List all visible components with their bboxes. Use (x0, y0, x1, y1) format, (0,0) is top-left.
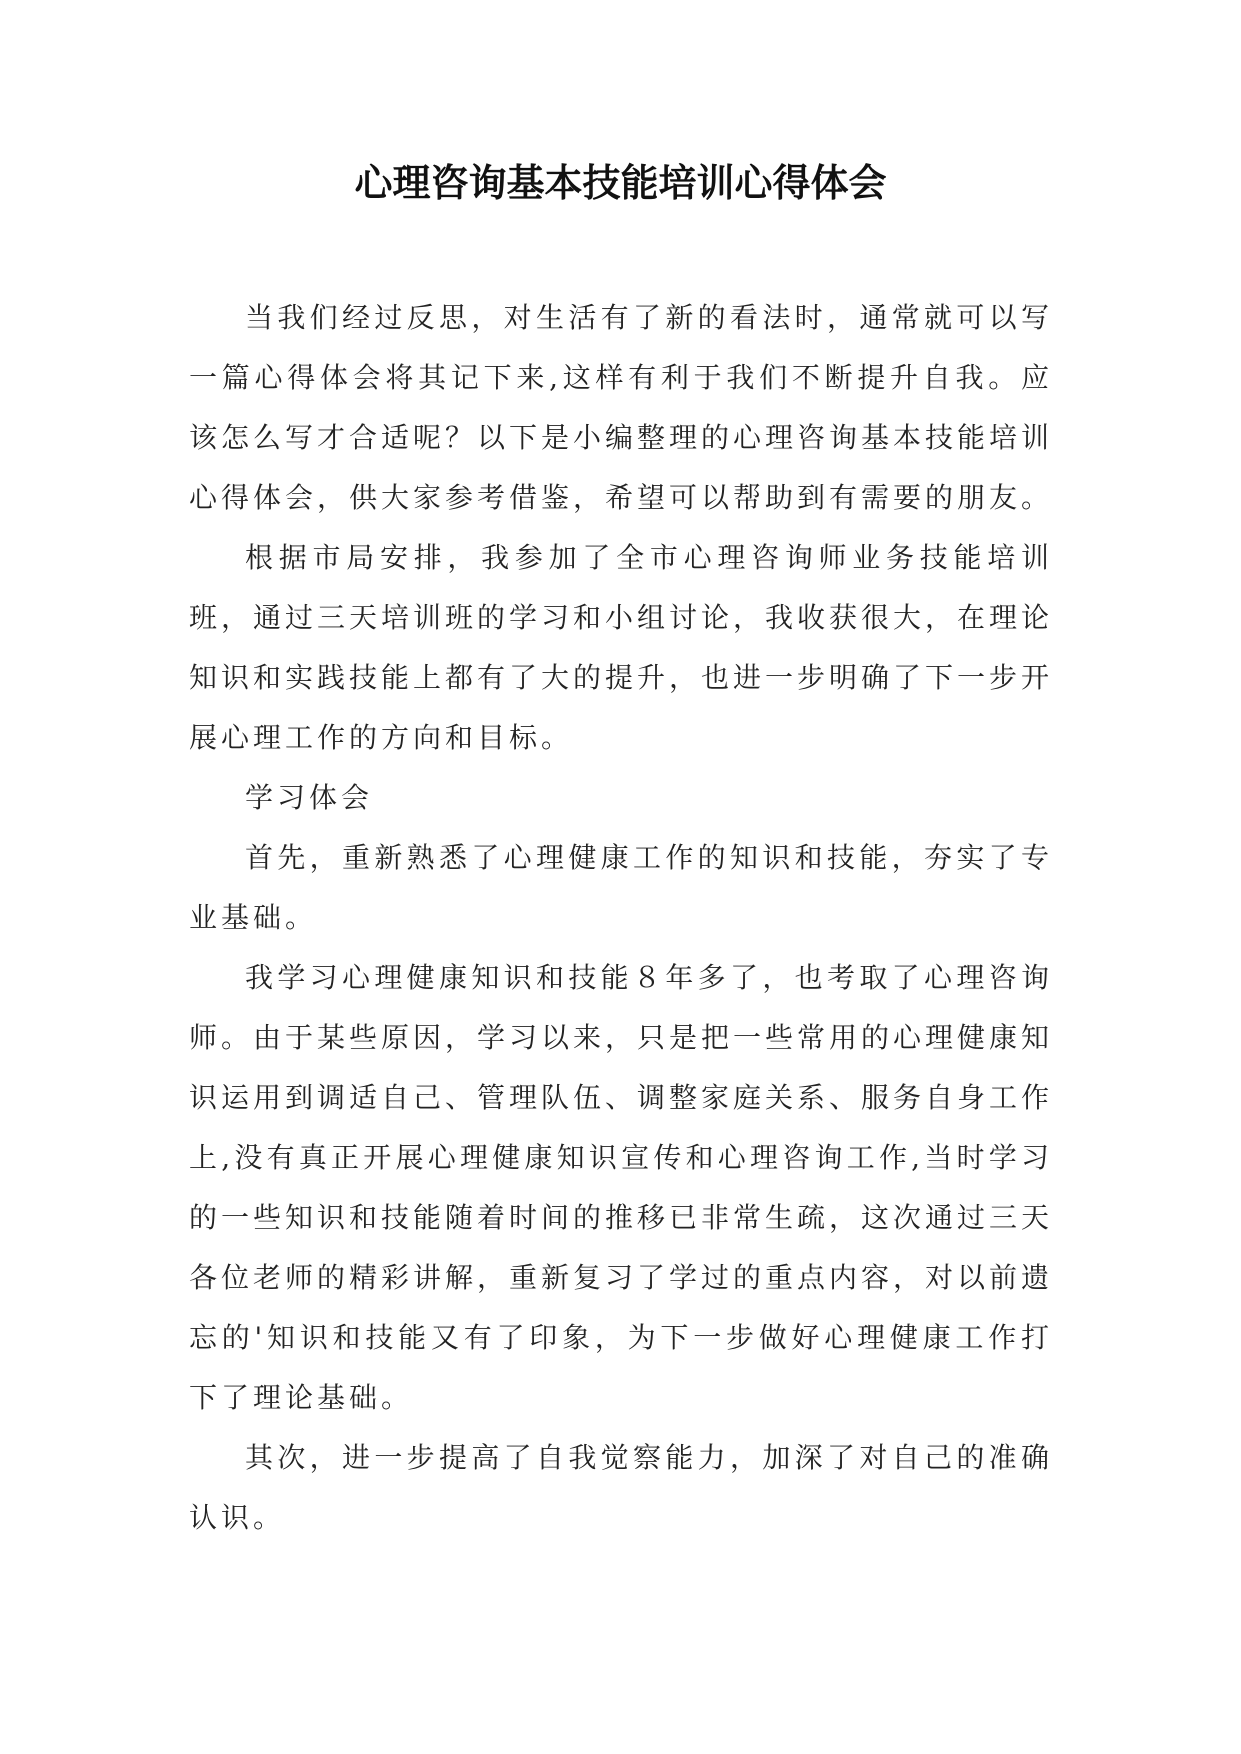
document-title: 心理咨询基本技能培训心得体会 (354, 160, 887, 205)
paragraph-learning-history: 我学习心理健康知识和技能８年多了，也考取了心理咨询师。由于某些原因，学习以来，只是把一些常用的心理健康知识运用到调适自己、管理队伍、调整家庭关系、服务自身工作上,没有真正开展心理健康知识宣传和心理咨询工作,当时学习的一些知识和技能随着时间的推移已非常生疏，这次通过三天各位老师的精彩讲解，重新复习了学过的重点内容，对以前遗忘的'知识和技能又有了印象，为下一步做好心理健康工作打下了理论基础。 (189, 961, 1054, 1414)
document-body (189, 288, 1053, 1548)
paragraph-second-point: 其次，进一步提高了自我觉察能力，加深了对自己的准确认识。 (189, 1441, 1053, 1534)
paragraph-intro: 当我们经过反思，对生活有了新的看法时，通常就可以写一篇心得体会将其记下来,这样有利于我们不断提升自我。应该怎么写才合适呢？以下是小编整理的心理咨询基本技能培训心得体会，供大家参考借鉴，希望可以帮助到有需要的朋友。 (189, 301, 1054, 514)
section-heading-learning-experience: 学习体会 (245, 781, 374, 814)
paragraph-training-arrangement: 根据市局安排，我参加了全市心理咨询师业务技能培训班，通过三天培训班的学习和小组讨论，我收获很大，在理论知识和实践技能上都有了大的提升，也进一步明确了下一步开展心理工作的方向和目标。 (189, 541, 1054, 754)
paragraph-first-point: 首先，重新熟悉了心理健康工作的知识和技能，夯实了专业基础。 (189, 841, 1053, 934)
